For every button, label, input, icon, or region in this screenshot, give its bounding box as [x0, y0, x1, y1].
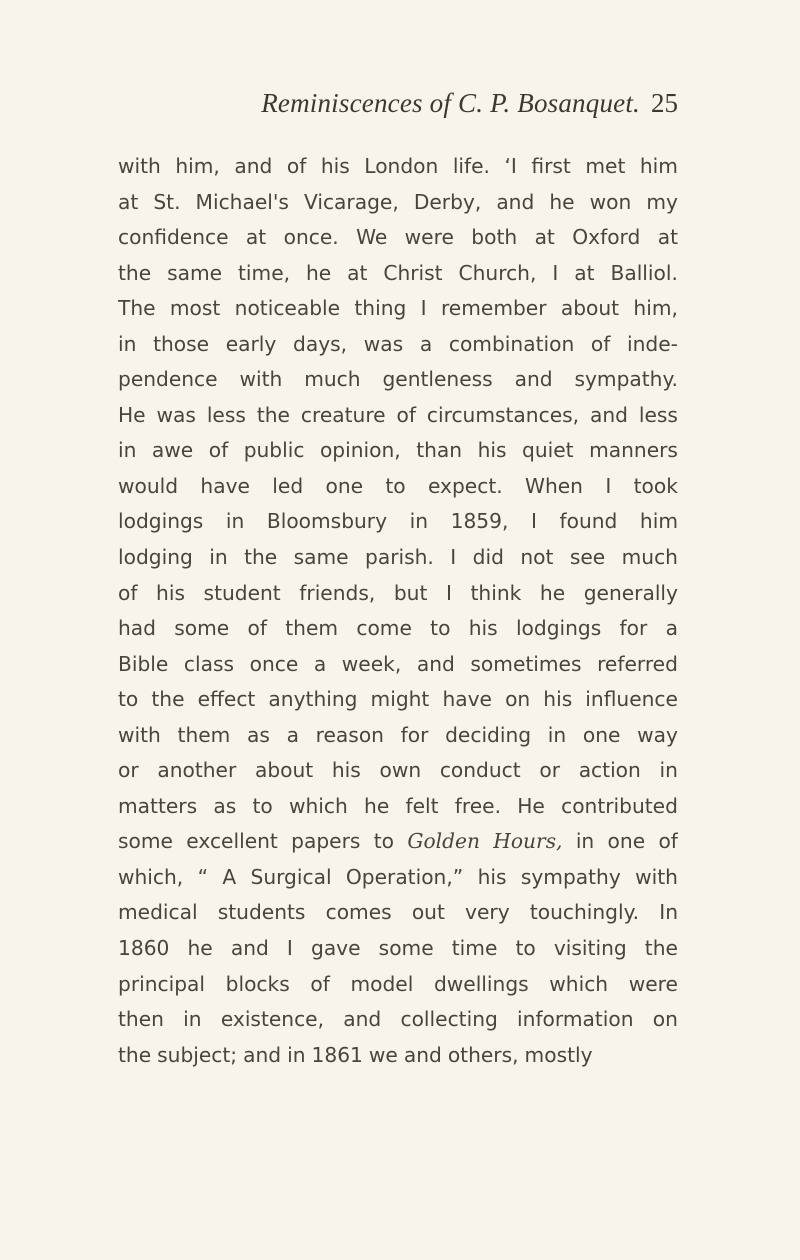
- text-line: [118, 1038, 678, 1074]
- text-line: [118, 398, 678, 434]
- text-word: dwellings: [433, 971, 529, 996]
- text-word: sympathy: [520, 864, 621, 889]
- text-word: creature: [300, 402, 386, 427]
- text-word: noticeable: [234, 296, 341, 321]
- text-word: he: [364, 793, 390, 818]
- text-word: and: [243, 1042, 282, 1067]
- text-line: [118, 860, 678, 896]
- text-word: found: [559, 509, 618, 534]
- text-word: his: [156, 580, 185, 605]
- text-word: he: [539, 580, 566, 605]
- text-word: on: [505, 687, 531, 712]
- text-word: model: [350, 971, 414, 996]
- text-word: opinion,: [319, 438, 401, 463]
- text-word: at: [534, 225, 555, 250]
- text-word: remember: [440, 296, 547, 321]
- text-word: to: [515, 936, 536, 961]
- text-word: Golden: [407, 829, 480, 854]
- text-word: less: [206, 402, 246, 427]
- text-word: 1860: [118, 936, 170, 961]
- text-word: at: [118, 189, 139, 214]
- text-word: Michael's: [195, 189, 289, 214]
- text-word: Surgical: [250, 864, 332, 889]
- text-word: met: [585, 154, 626, 178]
- text-word: time,: [238, 260, 291, 285]
- text-word: student: [203, 580, 281, 605]
- text-word: others,: [447, 1042, 519, 1067]
- text-word: collecting: [400, 1007, 498, 1032]
- text-word: then: [118, 1007, 164, 1032]
- text-word: anything: [268, 687, 358, 712]
- text-word: the: [256, 402, 290, 427]
- text-word: Church,: [458, 260, 537, 285]
- text-word: pendence: [118, 367, 218, 392]
- text-word: he: [549, 189, 575, 214]
- text-word: a: [665, 616, 678, 641]
- text-word: gave: [311, 936, 361, 961]
- text-word: to: [385, 473, 406, 498]
- text-word: touchingly.: [529, 900, 640, 925]
- text-word: in: [225, 509, 245, 534]
- text-word: and: [496, 189, 535, 214]
- text-word: of: [286, 154, 307, 178]
- text-word: his: [543, 687, 573, 712]
- text-word: and: [234, 154, 273, 178]
- text-word: and: [514, 367, 553, 392]
- text-word: combination: [448, 331, 575, 356]
- text-word: for: [400, 722, 429, 747]
- text-word: to: [373, 829, 395, 854]
- text-word: deciding: [445, 722, 532, 747]
- text-word: I: [445, 580, 452, 605]
- text-word: at: [347, 260, 368, 285]
- text-word: the: [118, 1042, 152, 1067]
- text-word: Bloomsbury: [266, 509, 388, 534]
- text-word: circumstances,: [426, 402, 580, 427]
- text-line: [118, 540, 678, 576]
- text-word: of: [118, 580, 138, 605]
- text-word: them: [177, 722, 231, 747]
- text-line: [118, 256, 678, 292]
- text-word: to: [118, 687, 139, 712]
- text-word: some: [118, 829, 173, 854]
- text-word: own: [379, 758, 422, 783]
- text-word: of: [208, 438, 229, 463]
- text-line: [118, 718, 678, 754]
- text-word: generally: [583, 580, 678, 605]
- text-word: the: [151, 687, 185, 712]
- text-word: in: [547, 722, 567, 747]
- text-word: him: [639, 509, 678, 534]
- text-word: parish.: [365, 545, 434, 570]
- text-word: In: [659, 900, 678, 925]
- text-word: Operation,”: [345, 864, 464, 889]
- text-word: him,: [175, 154, 220, 178]
- text-word: same: [293, 545, 349, 570]
- running-head: [118, 88, 678, 128]
- text-word: another: [157, 758, 237, 783]
- text-word: or: [539, 758, 561, 783]
- text-word: did: [472, 545, 504, 570]
- text-word: not: [520, 545, 554, 570]
- text-word: at: [657, 225, 678, 250]
- text-word: I: [552, 260, 559, 285]
- text-line: [118, 185, 678, 221]
- text-word: as: [247, 722, 270, 747]
- text-word: in: [118, 331, 137, 356]
- text-word: sympathy.: [574, 367, 678, 392]
- text-word: friends,: [299, 580, 376, 605]
- text-word: with: [118, 154, 161, 178]
- text-word: Oxford: [572, 225, 641, 250]
- text-word: a: [313, 651, 327, 676]
- text-word: took: [633, 473, 678, 498]
- text-word: medical: [118, 900, 198, 925]
- text-word: The: [118, 296, 156, 321]
- text-word: and: [416, 651, 455, 676]
- text-line: [118, 1002, 678, 1038]
- text-word: once.: [283, 225, 339, 250]
- text-word: much: [304, 367, 361, 392]
- text-word: were: [404, 225, 454, 250]
- text-word: week,: [341, 651, 402, 676]
- text-word: in: [287, 1042, 306, 1067]
- text-word: come: [356, 616, 412, 641]
- text-word: class: [183, 651, 235, 676]
- text-word: led: [272, 473, 304, 498]
- text-word: in: [575, 829, 595, 854]
- text-word: of: [310, 971, 330, 996]
- text-word: I: [450, 545, 457, 570]
- text-word: Christ: [383, 260, 443, 285]
- text-word: same: [167, 260, 223, 285]
- text-word: won: [589, 189, 632, 214]
- text-word: would: [118, 473, 179, 498]
- text-word: 1861: [311, 1042, 363, 1067]
- text-line: [118, 149, 678, 185]
- text-word: in: [209, 545, 228, 570]
- text-word: to: [430, 616, 451, 641]
- text-word: influence: [585, 687, 678, 712]
- text-line: [118, 753, 678, 789]
- text-word: ‘I: [504, 154, 517, 178]
- text-word: were: [628, 971, 678, 996]
- text-word: in: [118, 438, 137, 463]
- body-text: [118, 149, 678, 1073]
- text-word: for: [619, 616, 648, 641]
- text-word: visiting: [553, 936, 627, 961]
- text-word: which: [288, 793, 348, 818]
- text-word: his: [468, 616, 498, 641]
- text-word: was: [363, 331, 404, 356]
- text-line: [118, 291, 678, 327]
- text-word: with: [239, 367, 283, 392]
- text-word: once: [249, 651, 299, 676]
- running-title: Reminiscences of C. P. Bosanquet.: [261, 88, 640, 118]
- text-word: comes: [325, 900, 392, 925]
- text-line: [118, 504, 678, 540]
- text-word: time: [451, 936, 498, 961]
- text-word: I: [605, 473, 612, 498]
- text-line: [118, 789, 678, 825]
- text-word: most: [169, 296, 221, 321]
- text-word: my: [646, 189, 678, 214]
- text-word: confidence: [118, 225, 229, 250]
- text-word: principal: [118, 971, 206, 996]
- text-word: free.: [454, 793, 502, 818]
- text-line: [118, 967, 678, 1003]
- text-word: expect.: [427, 473, 503, 498]
- text-word: way: [637, 722, 678, 747]
- text-line: [118, 931, 678, 967]
- text-word: conduct: [439, 758, 521, 783]
- text-word: papers: [291, 829, 361, 854]
- text-line: [118, 433, 678, 469]
- text-word: the: [644, 936, 678, 961]
- text-line: [118, 576, 678, 612]
- text-word: about: [254, 758, 314, 783]
- text-word: those: [153, 331, 210, 356]
- text-word: which,: [118, 864, 184, 889]
- text-word: quiet: [522, 438, 574, 463]
- text-word: he: [187, 936, 213, 961]
- text-word: early: [225, 331, 277, 356]
- text-word: we: [368, 1042, 398, 1067]
- text-word: subject;: [157, 1042, 238, 1067]
- text-word: his: [331, 758, 361, 783]
- text-word: Vicarage,: [303, 189, 399, 214]
- text-word: him,: [633, 296, 678, 321]
- text-word: his: [477, 438, 507, 463]
- text-word: in: [183, 1007, 202, 1032]
- text-word: awe: [151, 438, 194, 463]
- text-word: was: [156, 402, 196, 427]
- text-word: St.: [153, 189, 181, 214]
- text-word: He: [118, 402, 146, 427]
- text-word: of: [247, 616, 267, 641]
- text-word: in: [659, 758, 678, 783]
- text-line: [118, 895, 678, 931]
- page-number: 25: [651, 88, 678, 118]
- text-word: much: [621, 545, 678, 570]
- text-word: with: [635, 864, 678, 889]
- text-word: Balliol.: [610, 260, 678, 285]
- text-word: as: [213, 793, 237, 818]
- text-word: sometimes: [470, 651, 582, 676]
- text-word: blocks: [225, 971, 290, 996]
- text-word: or: [118, 758, 139, 783]
- text-word: have: [442, 687, 492, 712]
- text-word: lodgings: [515, 616, 602, 641]
- text-line: [118, 220, 678, 256]
- text-word: might: [370, 687, 430, 712]
- text-word: but: [393, 580, 428, 605]
- text-word: one: [582, 722, 621, 747]
- text-line: [118, 611, 678, 647]
- text-word: We: [356, 225, 388, 250]
- text-word: information: [517, 1007, 634, 1032]
- text-word: see: [569, 545, 606, 570]
- text-word: both: [471, 225, 518, 250]
- text-line: [118, 682, 678, 718]
- text-word: London: [364, 154, 439, 178]
- text-word: excellent: [186, 829, 278, 854]
- text-word: which: [549, 971, 609, 996]
- text-line: [118, 647, 678, 683]
- text-word: one: [607, 829, 646, 854]
- text-word: think: [470, 580, 522, 605]
- text-word: matters: [118, 793, 198, 818]
- text-word: reason: [315, 722, 384, 747]
- text-line: [118, 362, 678, 398]
- text-word: A: [222, 864, 237, 889]
- text-word: “: [197, 864, 209, 889]
- text-word: less: [638, 402, 678, 427]
- text-word: of: [658, 829, 678, 854]
- text-word: at: [574, 260, 595, 285]
- text-word: out: [411, 900, 445, 925]
- text-word: manners: [589, 438, 678, 463]
- text-word: Bible: [118, 651, 169, 676]
- text-word: contributed: [561, 793, 678, 818]
- text-word: some: [378, 936, 434, 961]
- text-word: with: [118, 722, 161, 747]
- text-word: a: [419, 331, 433, 356]
- text-word: them: [285, 616, 339, 641]
- text-word: had: [118, 616, 156, 641]
- text-word: students: [217, 900, 306, 925]
- text-word: of: [590, 331, 611, 356]
- text-word: lodging: [118, 545, 193, 570]
- text-word: inde-: [627, 331, 678, 356]
- text-line: [118, 469, 678, 505]
- text-word: than: [416, 438, 463, 463]
- text-word: Hours,: [493, 829, 563, 854]
- text-word: 1859,: [450, 509, 509, 534]
- text-word: thing: [354, 296, 407, 321]
- text-word: life.: [452, 154, 490, 178]
- text-word: felt: [405, 793, 439, 818]
- text-word: existence,: [220, 1007, 325, 1032]
- text-word: Derby,: [413, 189, 482, 214]
- text-word: referred: [597, 651, 678, 676]
- text-word: in: [409, 509, 429, 534]
- text-word: mostly: [524, 1042, 593, 1067]
- text-word: and: [403, 1042, 442, 1067]
- text-word: about: [560, 296, 620, 321]
- text-word: first: [531, 154, 571, 178]
- text-word: and: [343, 1007, 382, 1032]
- text-word: on: [652, 1007, 678, 1032]
- text-word: his: [477, 864, 507, 889]
- text-word: gentleness: [382, 367, 493, 392]
- text-line: [118, 824, 678, 860]
- text-word: he: [305, 260, 332, 285]
- text-word: him: [639, 154, 678, 178]
- text-word: action: [578, 758, 641, 783]
- text-word: have: [200, 473, 250, 498]
- text-word: effect: [197, 687, 256, 712]
- text-word: days,: [293, 331, 348, 356]
- text-word: lodgings: [118, 509, 204, 534]
- text-word: public: [243, 438, 305, 463]
- text-word: I: [530, 509, 537, 534]
- text-word: the: [244, 545, 278, 570]
- text-word: one: [325, 473, 364, 498]
- text-word: at: [245, 225, 267, 250]
- text-word: and: [589, 402, 628, 427]
- text-word: and: [230, 936, 269, 961]
- text-word: I: [286, 936, 293, 961]
- text-word: a: [286, 722, 299, 747]
- text-word: of: [396, 402, 416, 427]
- text-word: very: [465, 900, 510, 925]
- text-word: When: [525, 473, 583, 498]
- text-word: I: [420, 296, 427, 321]
- text-word: to: [252, 793, 273, 818]
- text-word: his: [320, 154, 350, 178]
- text-line: [118, 327, 678, 363]
- text-word: He: [517, 793, 545, 818]
- text-word: some: [174, 616, 230, 641]
- text-word: the: [118, 260, 152, 285]
